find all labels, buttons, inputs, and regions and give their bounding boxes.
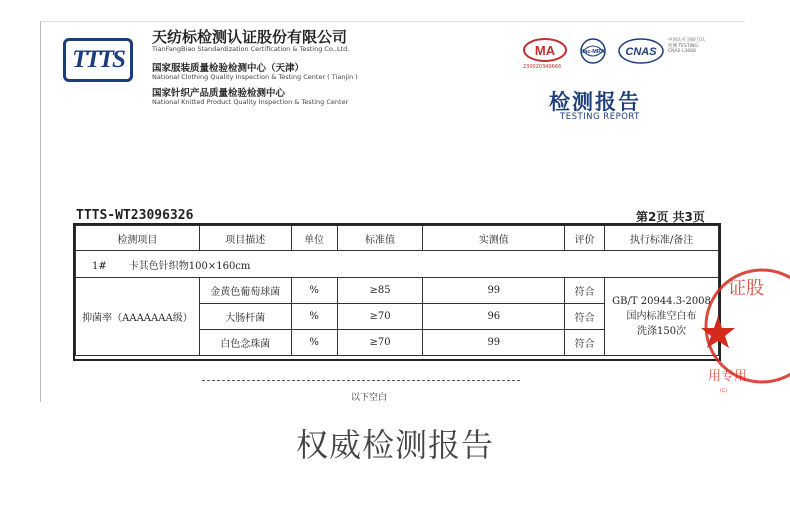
report-title: 检测报告	[549, 90, 641, 114]
standard-remark-line: 国内标准空白布	[626, 311, 697, 322]
evaluation-cell: 符合	[565, 304, 605, 330]
col-header: 标准值	[337, 226, 423, 251]
evaluation-cell: 符合	[565, 330, 605, 356]
stamp-text-small: (C)	[720, 388, 728, 394]
standard-value: ≥70	[337, 330, 423, 356]
cnas-mark-text: CNAS	[625, 46, 657, 58]
measured-value: 96	[423, 304, 565, 330]
official-seal-stamp	[700, 258, 790, 398]
standard-remark-line: 洗涤150次	[637, 326, 687, 337]
item-description: 大肠杆菌	[199, 304, 291, 330]
unit-cell: %	[291, 330, 337, 356]
company-logo: TTTS	[63, 38, 133, 82]
table-row	[76, 278, 719, 304]
standard-value: ≥70	[337, 304, 423, 330]
measured-value: 99	[423, 330, 565, 356]
report-number: TTTS-WT23096326	[76, 208, 194, 223]
report-title-en: TESTING REPORT	[560, 112, 640, 122]
unit-cell: %	[291, 304, 337, 330]
standard-code: GB/T 20944.3-2008	[612, 296, 711, 307]
measured-value: 99	[423, 278, 565, 304]
ilac-mark-text: ilac-MRA	[581, 49, 605, 55]
results-table	[75, 225, 719, 356]
col-header: 检测项目	[76, 226, 200, 251]
company-name-en: TianFangBiao Standardization Certification & Testing Co.,Ltd.	[152, 45, 350, 53]
cma-mark-text: MA	[534, 43, 556, 58]
table-header-row	[76, 226, 719, 251]
col-header: 项目描述	[199, 226, 291, 251]
page-indicator: 第2页 共3页	[636, 210, 705, 224]
item-description: 白色念珠菌	[199, 330, 291, 356]
col-header: 执行标准/备注	[605, 226, 719, 251]
cma-certification-icon	[523, 38, 567, 62]
center-clothing-en: National Clothing Quality Inspection & Testing Center ( Tianjin )	[152, 73, 358, 81]
col-header: 单位	[291, 226, 337, 251]
ilac-mra-icon	[575, 38, 611, 64]
evaluation-cell: 符合	[565, 278, 605, 304]
cnas-icon	[618, 38, 664, 64]
sample-number: 1#	[92, 260, 107, 272]
cma-number: 230020349666	[523, 64, 562, 70]
item-description: 金黄色葡萄球菌	[199, 278, 291, 304]
col-header: 实测值	[423, 226, 565, 251]
image-caption: 权威检测报告	[295, 426, 494, 464]
end-divider	[202, 380, 520, 381]
col-header: 评价	[565, 226, 605, 251]
center-clothing: 国家服装质量检验检测中心（天津）	[152, 63, 305, 74]
sample-cell	[76, 251, 719, 278]
unit-cell: %	[291, 278, 337, 304]
blank-below-note: 以下空白	[351, 393, 388, 403]
sample-row	[76, 251, 719, 278]
center-knitted: 国家针织产品质量检验检测中心	[152, 88, 286, 99]
cnas-note: 中国认可 国际互认 检测 TESTING CNAS L3668	[668, 38, 706, 54]
stamp-text-top: 证股	[728, 278, 764, 299]
company-name: 天纺标检测认证股份有限公司	[152, 28, 348, 46]
sample-description: 卡其色针织物100×160cm	[128, 260, 251, 272]
test-item-cell: 抑菌率（AAAAAAA级）	[76, 278, 200, 356]
standard-value: ≥85	[337, 278, 423, 304]
center-knitted-en: National Knitted Product Quality Inspection & Testing Center	[152, 98, 349, 106]
stamp-text-bottom: 用专用	[708, 369, 748, 384]
